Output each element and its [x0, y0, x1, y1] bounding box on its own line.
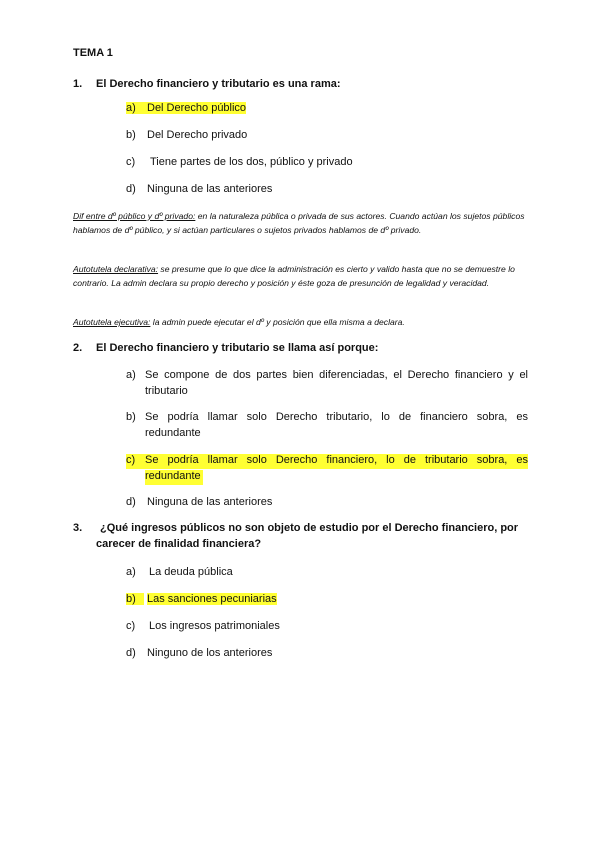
q2-option-c	[126, 453, 528, 484]
note-term: Autotutela ejecutiva:	[73, 317, 151, 327]
option-text: La deuda pública	[149, 566, 233, 578]
question-1-number: 1.	[73, 78, 83, 90]
question-3-text-line1: ¿Qué ingresos públicos no son objeto de estudio por el Derecho financiero, por	[100, 522, 519, 534]
option-text-line2: redundante	[145, 469, 201, 482]
option-text-line2: tributario	[145, 384, 188, 397]
question-3-number: 3.	[73, 522, 83, 534]
note-derecho-publico-privado	[73, 210, 528, 237]
option-text-line1: Se compone de dos partes bien diferenciadas, el Derecho financiero y el	[145, 369, 528, 381]
note-term: Autotutela declarativa:	[73, 264, 159, 274]
option-letter: a)	[126, 566, 136, 578]
option-text: Ninguna de las anteriores	[147, 496, 273, 508]
question-3	[0, 522, 600, 554]
q2-option-a	[126, 368, 528, 399]
option-letter: c)	[126, 454, 136, 466]
option-letter: b)	[126, 411, 136, 423]
option-text-line1: Se podría llamar solo Derecho tributario, lo de financiero sobra, es	[145, 411, 528, 423]
option-text: Tiene partes de los dos, público y privado	[150, 156, 353, 168]
note-autotutela-declarativa	[73, 263, 528, 290]
note-text: en la naturaleza pública o privada de sus actores. Cuando actúan los sujetos públicos hablamos de dº público, y si actúan particulares o sujetos privados hablamos de dº privado.	[73, 211, 525, 235]
note-autotutela-ejecutiva	[73, 316, 528, 330]
option-text: Del Derecho privado	[147, 129, 248, 141]
option-text-line1: Se podría llamar solo Derecho financiero, lo de tributario sobra, es	[145, 454, 528, 466]
option-letter: c)	[126, 620, 136, 632]
page-title: TEMA 1	[73, 47, 113, 59]
option-letter: b)	[126, 129, 136, 141]
option-text: Los ingresos patrimoniales	[149, 620, 280, 632]
option-text: Ninguna de las anteriores	[147, 183, 273, 195]
question-2-number: 2.	[73, 342, 83, 354]
note-text: la admin puede ejecutar el dº y posición que ella misma a declara.	[150, 317, 405, 327]
q2-option-b	[126, 410, 528, 441]
note-term: Dif entre dº público y dº privado:	[73, 211, 196, 221]
question-3-text-line2: carecer de finalidad financiera?	[96, 538, 262, 550]
question-1-text: El Derecho financiero y tributario es una rama:	[96, 78, 341, 90]
option-letter: a)	[126, 102, 146, 114]
option-text: Del Derecho público	[143, 102, 246, 114]
option-text-line2: redundante	[145, 426, 201, 439]
option-text: Ninguno de los anteriores	[147, 647, 273, 659]
question-2-text: El Derecho financiero y tributario se llama así porque:	[96, 342, 379, 354]
option-letter: b)	[126, 593, 144, 605]
option-text: Las sanciones pecuniarias	[147, 593, 277, 605]
option-letter: d)	[126, 647, 136, 659]
option-letter: a)	[126, 369, 136, 381]
note-text: se presume que lo que dice la administración es cierto y valido hasta que no se demuestre lo contrario. La admin declara su propio derecho y posición y éste goza de presunción de legalidad y veracidad.	[73, 264, 515, 288]
option-letter: d)	[126, 496, 136, 508]
option-letter: c)	[126, 156, 136, 168]
option-letter: d)	[126, 183, 136, 195]
